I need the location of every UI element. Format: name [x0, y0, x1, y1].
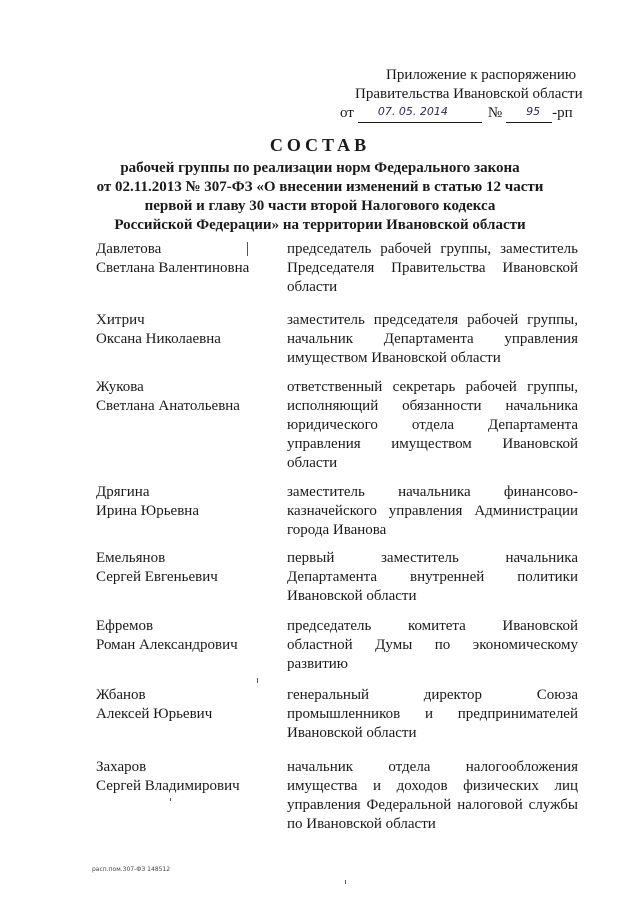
number-suffix: -рп — [552, 105, 573, 121]
member-name — [96, 483, 276, 521]
scan-mark — [170, 798, 171, 801]
scan-mark — [345, 880, 346, 884]
member-surname: Емельянов — [96, 550, 166, 566]
title-line-4: Российской Федерации» на территории Ивановской области — [114, 217, 526, 233]
member-role: заместитель начальника финансово-казначейского управления Администрации города Иванова — [287, 484, 578, 538]
member-surname: Захаров — [96, 759, 147, 775]
date-handwritten: 07. 05. 2014 — [377, 105, 448, 118]
scan-mark — [257, 678, 258, 683]
member-role: начальник отдела налогообложения имущества и доходов физических лиц управления Федеральной налоговой службы по Ивановской области — [287, 759, 578, 832]
member-given-name: Оксана Николаевна — [96, 331, 221, 347]
member-name — [96, 617, 276, 655]
title-line-1: рабочей группы по реализации норм Федерального закона — [120, 160, 520, 176]
number-field — [506, 106, 552, 123]
document-footer-code: расп.пом.307-ФЗ 148512 — [92, 866, 171, 873]
header-date-row — [340, 104, 583, 123]
member-surname: Давлетова — [96, 241, 162, 257]
member-surname: Жукова — [96, 379, 144, 395]
member-name — [96, 758, 276, 796]
member-name — [96, 311, 276, 349]
date-prefix: от — [340, 105, 354, 121]
scan-mark — [247, 242, 248, 256]
member-surname: Жбанов — [96, 687, 146, 703]
member-given-name: Сергей Владимирович — [96, 778, 240, 794]
member-given-name: Алексей Юрьевич — [96, 706, 213, 722]
number-handwritten: 95 — [526, 105, 541, 118]
member-name — [96, 549, 276, 587]
date-field — [358, 106, 482, 123]
member-given-name: Сергей Евгеньевич — [96, 569, 218, 585]
member-role: ответственный секретарь рабочей группы, исполняющий обязанности начальника юридического отдела Департамента управления имуществом Ивановской области — [287, 379, 578, 471]
member-role: генеральный директор Союза промышленников и предпринимателей Ивановской области — [287, 687, 578, 741]
title-line-2: от 02.11.2013 № 307-ФЗ «О внесении изменений в статью 12 части — [96, 179, 544, 195]
member-role: заместитель председателя рабочей группы, начальник Департамента управления имуществом Ивановской области — [287, 312, 578, 366]
member-given-name: Светлана Валентиновна — [96, 260, 250, 276]
member-role: председатель рабочей группы, заместитель Председателя Правительства Ивановской области — [287, 241, 578, 295]
member-name — [96, 240, 276, 278]
member-name — [96, 378, 276, 416]
member-given-name: Ирина Юрьевна — [96, 503, 199, 519]
member-surname: Хитрич — [96, 312, 145, 328]
member-surname: Ефремов — [96, 618, 154, 634]
title-line-3: первой и главу 30 части второй Налогового кодекса — [144, 198, 496, 214]
number-prefix: № — [487, 105, 503, 121]
member-role: председатель комитета Ивановской областной Думы по экономическому развитию — [287, 618, 578, 672]
member-surname: Дрягина — [96, 484, 150, 500]
document-title — [0, 136, 640, 235]
header-line-1: Приложение к распоряжению — [386, 67, 577, 83]
title-main: СОСТАВ — [269, 135, 371, 155]
member-given-name: Роман Александрович — [96, 637, 238, 653]
member-name — [96, 686, 276, 724]
member-given-name: Светлана Анатольевна — [96, 398, 240, 414]
document-header — [340, 66, 583, 123]
header-line-2: Правительства Ивановской области — [355, 86, 583, 102]
member-role: первый заместитель начальника Департамента внутренней политики Ивановской области — [287, 550, 578, 604]
